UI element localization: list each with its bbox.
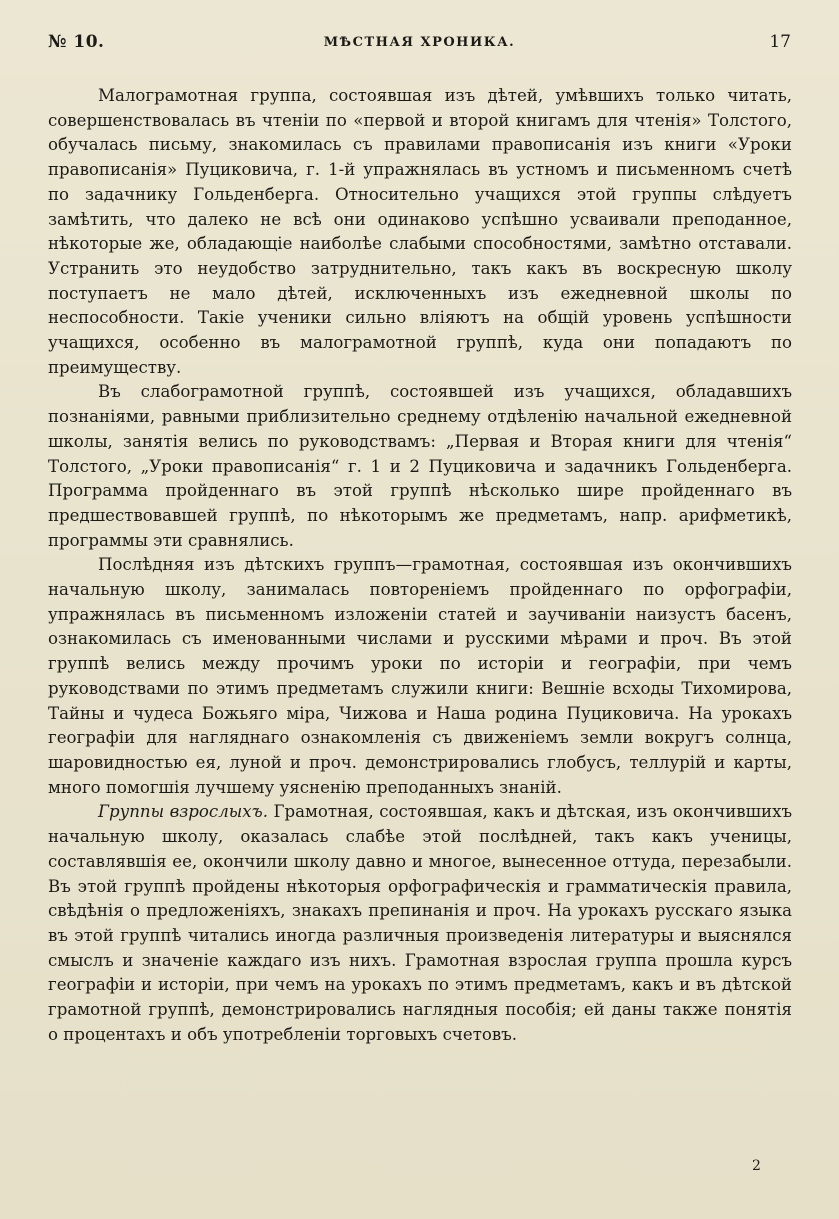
page-number: 17 [769, 32, 791, 52]
page-header [48, 32, 791, 54]
signature-mark: 2 [752, 1158, 761, 1174]
paragraph-literate-children-group: Послѣдняя изъ дѣтскихъ группъ—грамотная, состоявшая изъ окончившихъ начальную школу, занималась повтореніемъ пройденнаго по орфографіи, упражнялась въ письменномъ изложеніи статей и заучиваніи наизустъ басенъ, ознакомилась съ именованными числами и русскими мѣрами и проч. Въ этой группѣ велись между прочимъ уроки по исторіи и географіи, при чемъ руководствами по этимъ предметамъ служили книги: Вешніе всходы Тихомирова, Тайны и чудеса Божьяго міра, Чижова и Наша родина Пуциковича. На урокахъ географіи для нагляднаго ознакомленія съ движеніемъ земли вокругъ солнца, шаровидностью ея, луной и проч. демонстрировались глобусъ, теллурій и карты, много помогшія лучшему уясненію преподанныхъ знаній. [48, 555, 792, 797]
issue-number: № 10. [48, 32, 105, 52]
paragraph-adult-groups [48, 800, 792, 1047]
paragraph-semiliterate-group: Малограмотная группа, состоявшая изъ дѣтей, умѣвшихъ только читать, совершенствовалась въ чтеніи по «первой и второй книгамъ для чтенія» Толстого, обучалась письму, знакомилась съ правилами правописанія изъ книги «Уроки правописанія» Пуциковича, г. 1-й упражнялась въ устномъ и письменномъ счетѣ по задачнику Гольденберга. Относительно учащихся этой группы слѣдуетъ замѣтить, что далеко не всѣ они одинаково успѣшно усваивали преподанное, нѣкоторые же, обладающіе наиболѣе слабыми способностями, замѣтно отставали. Устранить это неудобство затруднительно, такъ какъ въ воскресную школу поступаетъ не мало дѣтей, исключенныхъ изъ ежедневной школы по неспособности. Такіе ученики сильно вліяютъ на общій уровень успѣшности учащихся, особенно въ малограмотной группѣ, куда они попадаютъ по преимуществу. [48, 86, 792, 377]
adult-groups-heading: Группы взрослыхъ. [98, 802, 268, 822]
body-text [48, 84, 792, 1047]
paragraph-weak-literate-group: Въ слабограмотной группѣ, состоявшей изъ учащихся, обладавшихъ познаніями, равными приблизительно среднему отдѣленію начальной ежедневной школы, занятія велись по руководствамъ: „Первая и Вторая книги для чтенія“ Толстого, „Уроки правописанія“ г. 1 и 2 Пуциковича и задачникъ Гольденберга. Программа пройденнаго въ этой группѣ нѣсколько шире пройденнаго въ предшествовавшей группѣ, по нѣкоторымъ же предметамъ, напр. арифметикѣ, программы эти сравнялись. [48, 382, 792, 550]
section-title: МѢСТНАЯ ХРОНИКА. [323, 35, 516, 50]
adult-groups-text: Грамотная, состоявшая, какъ и дѣтская, изъ окончившихъ начальную школу, оказалась слабѣе этой послѣдней, такъ какъ ученицы, составлявшія ее, окончили школу давно и многое, вынесенное оттуда, перезабыли. Въ этой группѣ пройдены нѣкоторыя орфографическія и грамматическія правила, свѣдѣнія о предложеніяхъ, знакахъ препинанія и проч. На урокахъ русскаго языка въ этой группѣ читались иногда различныя произведенія литературы и выяснялся смыслъ и значеніе каждаго изъ нихъ. Грамотная взрослая группа прошла курсъ географіи и исторіи, при чемъ на урокахъ по этимъ предметамъ, какъ и въ дѣтской грамотной группѣ, демонстрировались наглядныя пособія; ей даны также понятія о процентахъ и объ употребленіи торговыхъ счетовъ. [48, 802, 792, 1044]
